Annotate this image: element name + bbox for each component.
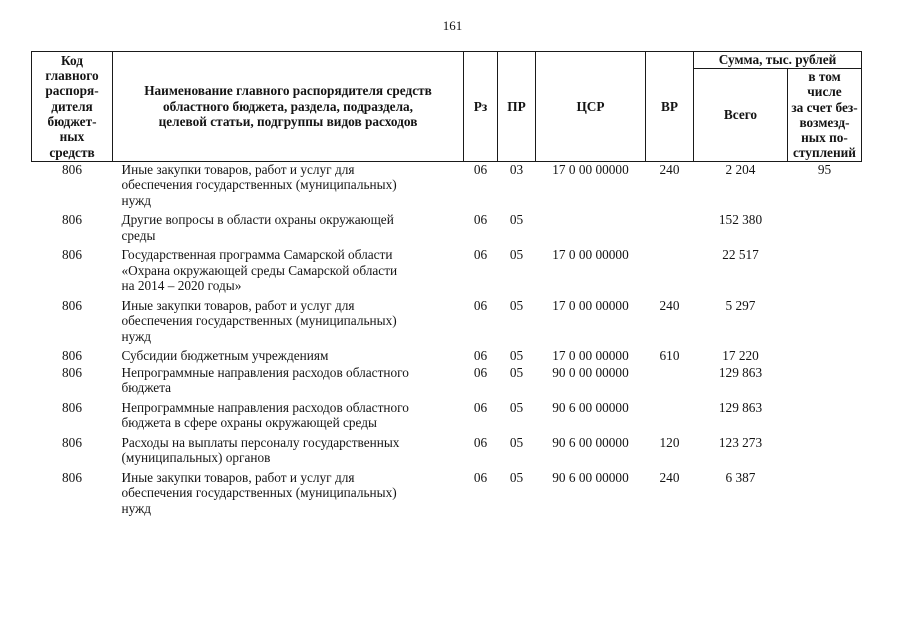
cell-rz: 06 [473, 161, 488, 177]
cell-code: 806 [62, 469, 82, 485]
cell-csr: 90 6 00 00000 [552, 399, 629, 415]
header-pr: ПР [498, 52, 536, 162]
header-total: Всего [694, 69, 788, 162]
cell-name: Иные закупки товаров, работ и услуг для обеспечения государственных (муниципальных) нужд [121, 161, 397, 208]
cell-code: 806 [62, 434, 82, 450]
cell-total: 22 517 [722, 247, 759, 263]
cell-vr [646, 247, 694, 298]
table-row [32, 435, 862, 470]
cell-pr: 05 [509, 212, 524, 228]
cell-gratuitous [788, 247, 862, 298]
cell-rz: 06 [473, 469, 488, 485]
cell-rz: 06 [473, 434, 488, 450]
cell-name: Иные закупки товаров, работ и услуг для обеспечения государственных (муниципальных) нужд [121, 469, 397, 516]
cell-rz: 06 [473, 297, 488, 313]
cell-name: Субсидии бюджетным учреждениям [121, 348, 329, 364]
table-body [32, 161, 862, 520]
table-row [32, 161, 862, 212]
cell-code: 806 [62, 364, 82, 380]
cell-code: 806 [62, 247, 82, 263]
header-name: Наименование главного распорядителя средств областного бюджета, раздела, подраздела, целевой статьи, подгруппы видов расходов [113, 52, 464, 162]
cell-csr [536, 212, 646, 247]
header-sum-group: Сумма, тыс. рублей [694, 52, 862, 69]
cell-total: 152 380 [718, 212, 763, 228]
table-row [32, 298, 862, 349]
cell-csr: 17 0 00 00000 [552, 297, 629, 313]
cell-vr: 610 [659, 348, 680, 364]
header-gratuitous: в том числе за счет без- возмезд- ных по- ступлений [788, 69, 862, 162]
cell-total: 2 204 [725, 161, 756, 177]
cell-total: 5 297 [725, 297, 756, 313]
cell-name: Непрограммные направления расходов областного бюджета [121, 364, 409, 396]
cell-pr: 05 [509, 399, 524, 415]
table-row [32, 400, 862, 435]
cell-name: Иные закупки товаров, работ и услуг для обеспечения государственных (муниципальных) нужд [121, 297, 397, 344]
cell-total: 17 220 [722, 348, 759, 364]
header-code: Код главного распоря- дителя бюджет- ных средств [32, 52, 113, 162]
cell-code: 806 [62, 399, 82, 415]
cell-gratuitous: 95 [817, 161, 832, 177]
cell-vr [646, 400, 694, 435]
cell-pr: 05 [509, 434, 524, 450]
cell-total: 6 387 [725, 469, 756, 485]
cell-total: 123 273 [718, 434, 763, 450]
table-header [32, 52, 862, 162]
cell-gratuitous [788, 212, 862, 247]
cell-vr: 120 [659, 434, 680, 450]
cell-code: 806 [62, 348, 82, 364]
cell-gratuitous [788, 348, 862, 365]
table-row [32, 247, 862, 298]
budget-table-sheet [31, 51, 861, 520]
table-row [32, 348, 862, 365]
cell-pr: 03 [509, 161, 524, 177]
cell-code: 806 [62, 297, 82, 313]
header-csr: ЦСР [536, 52, 646, 162]
budget-table [31, 51, 862, 520]
header-rz: Рз [464, 52, 498, 162]
cell-gratuitous [788, 470, 862, 521]
cell-rz: 06 [473, 247, 488, 263]
cell-gratuitous [788, 365, 862, 400]
cell-code: 806 [62, 161, 82, 177]
table-row [32, 470, 862, 521]
cell-vr: 240 [659, 297, 680, 313]
cell-name: Другие вопросы в области охраны окружающей среды [121, 212, 394, 243]
cell-pr: 05 [509, 469, 524, 485]
cell-name: Государственная программа Самарской области «Охрана окружающей среды Самарской области на 2014 – 2020 годы» [121, 247, 398, 294]
cell-gratuitous [788, 298, 862, 349]
table-row [32, 365, 862, 400]
cell-gratuitous [788, 400, 862, 435]
cell-pr: 05 [509, 247, 524, 263]
cell-pr: 05 [509, 364, 524, 380]
cell-vr [646, 212, 694, 247]
cell-rz: 06 [473, 399, 488, 415]
table-row [32, 212, 862, 247]
cell-rz: 06 [473, 364, 488, 380]
cell-name: Непрограммные направления расходов областного бюджета в сфере охраны окружающей среды [121, 399, 409, 431]
cell-csr: 17 0 00 00000 [552, 161, 629, 177]
header-vr: ВР [646, 52, 694, 162]
cell-gratuitous [788, 435, 862, 470]
cell-csr: 17 0 00 00000 [552, 247, 629, 263]
cell-name: Расходы на выплаты персоналу государственных (муниципальных) органов [121, 434, 400, 466]
cell-csr: 90 0 00 00000 [552, 364, 629, 380]
cell-pr: 05 [509, 297, 524, 313]
cell-csr: 90 6 00 00000 [552, 469, 629, 485]
cell-total: 129 863 [718, 364, 763, 380]
cell-pr: 05 [509, 348, 524, 364]
page-number: 161 [442, 18, 463, 33]
cell-vr: 240 [659, 161, 680, 177]
cell-rz: 06 [473, 212, 488, 228]
cell-csr: 90 6 00 00000 [552, 434, 629, 450]
cell-vr: 240 [659, 469, 680, 485]
cell-rz: 06 [473, 348, 488, 364]
cell-code: 806 [62, 212, 82, 228]
cell-total: 129 863 [718, 399, 763, 415]
cell-csr: 17 0 00 00000 [552, 348, 629, 364]
cell-vr [646, 365, 694, 400]
